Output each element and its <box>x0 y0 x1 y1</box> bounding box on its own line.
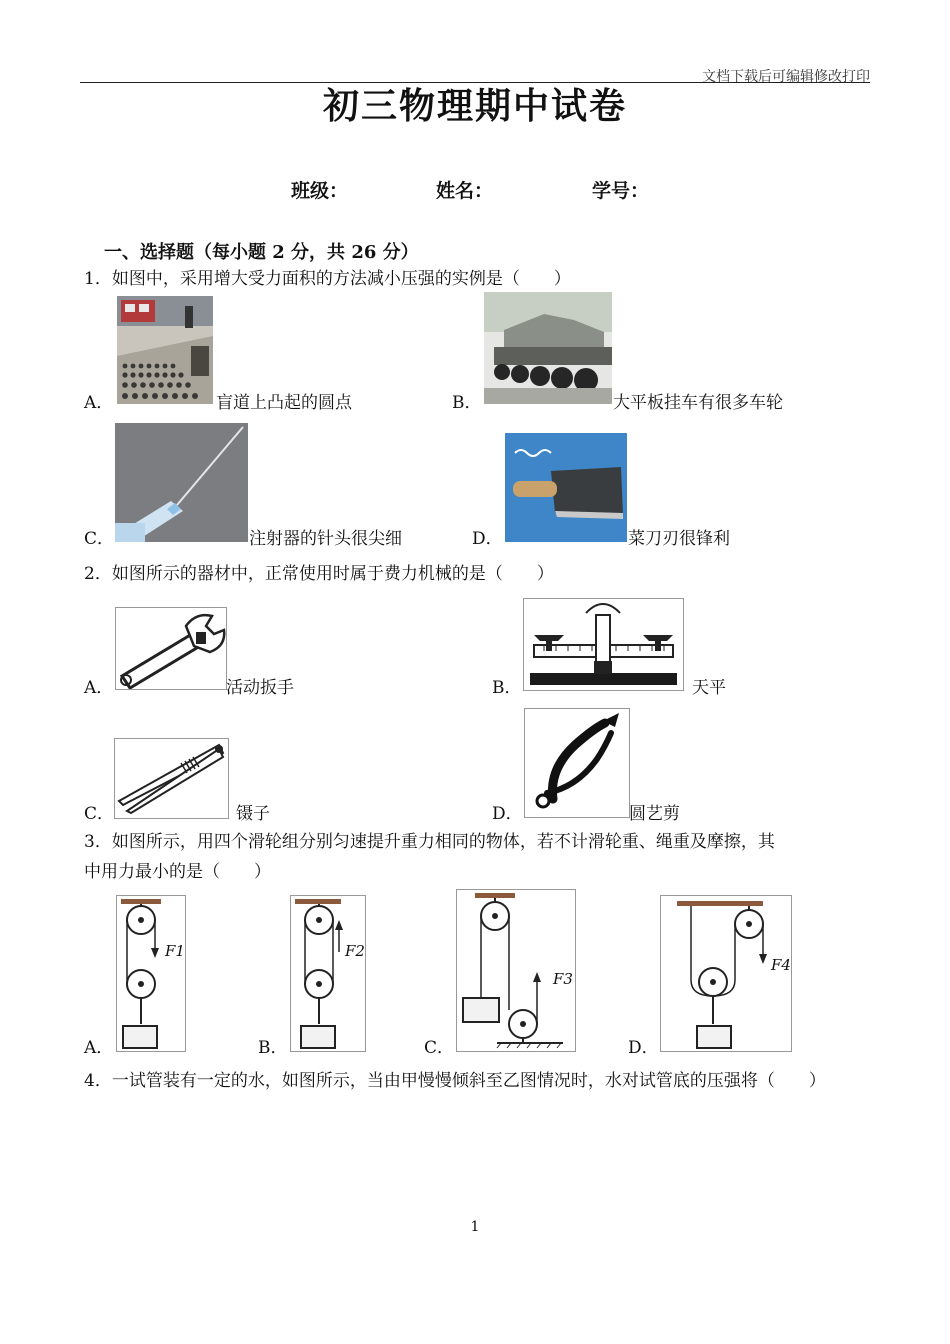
pulley-system-c-figure <box>456 889 576 1052</box>
force-label-f3: F3 <box>553 970 573 988</box>
question-1-stem: 1．如图中，采用增大受力面积的方法减小压强的实例是（ ） <box>84 269 571 289</box>
header-note: 文档下载后可编辑修改打印 <box>702 69 870 85</box>
page-number: 1 <box>470 1219 480 1235</box>
adjustable-wrench-figure <box>115 607 227 690</box>
kitchen-knife-photo <box>505 433 627 542</box>
pulley-system-b-figure <box>290 895 366 1052</box>
q3-option-d-letter: D． <box>628 1038 659 1058</box>
garden-shears-figure <box>524 708 630 818</box>
q2-option-a-letter: A． <box>84 678 114 698</box>
balance-scale-figure <box>523 598 684 691</box>
q3-option-a-letter: A． <box>84 1038 114 1058</box>
section-heading: 一、选择题（每小题 2 分，共 26 分） <box>104 242 419 263</box>
q2-option-b-letter: B． <box>492 678 522 698</box>
tactile-paving-photo <box>117 296 213 404</box>
pulley-system-a-figure <box>116 895 186 1052</box>
pulley-system-d-figure <box>660 895 792 1052</box>
q2-option-b-caption: 天平 <box>692 678 726 698</box>
flatbed-trailer-photo <box>484 292 612 404</box>
student-id-label: 学号： <box>592 180 650 202</box>
syringe-photo <box>115 423 248 542</box>
q1-option-a-caption: 盲道上凸起的圆点 <box>216 393 352 413</box>
question-3-stem-line2: 中用力最小的是（ ） <box>84 862 271 882</box>
question-3-stem-line1: 3．如图所示，用四个滑轮组分别匀速提升重力相同的物体，若不计滑轮重、绳重及摩擦，其 <box>84 832 775 852</box>
q1-option-d-letter: D． <box>472 529 503 549</box>
q1-option-b-caption: 大平板挂车有很多车轮 <box>613 393 783 413</box>
page-title: 初三物理期中试卷 <box>322 85 627 127</box>
name-label: 姓名： <box>436 180 494 202</box>
q1-option-a-letter: A． <box>84 393 114 413</box>
question-4-stem: 4．一试管装有一定的水，如图所示，当由甲慢慢倾斜至乙图情况时，水对试管底的压强将（ ） <box>84 1071 826 1091</box>
q2-option-d-caption: 圆艺剪 <box>629 804 680 824</box>
class-label: 班级： <box>291 180 349 202</box>
tweezers-figure <box>114 738 229 819</box>
q2-option-d-letter: D． <box>492 804 523 824</box>
force-label-f2: F2 <box>345 942 365 960</box>
q3-option-c-letter: C． <box>424 1038 455 1058</box>
force-label-f4: F4 <box>771 956 791 974</box>
q1-option-b-letter: B． <box>452 393 482 413</box>
question-2-stem: 2．如图所示的器材中，正常使用时属于费力机械的是（ ） <box>84 564 554 584</box>
force-label-f1: F1 <box>165 942 185 960</box>
q1-option-d-caption: 菜刀刃很锋利 <box>628 529 730 549</box>
q1-option-c-letter: C． <box>84 529 115 549</box>
q2-option-a-caption: 活动扳手 <box>226 678 294 698</box>
q3-option-b-letter: B． <box>258 1038 288 1058</box>
q2-option-c-caption: 镊子 <box>236 804 270 824</box>
q1-option-c-caption: 注射器的针头很尖细 <box>249 529 402 549</box>
q2-option-c-letter: C． <box>84 804 115 824</box>
